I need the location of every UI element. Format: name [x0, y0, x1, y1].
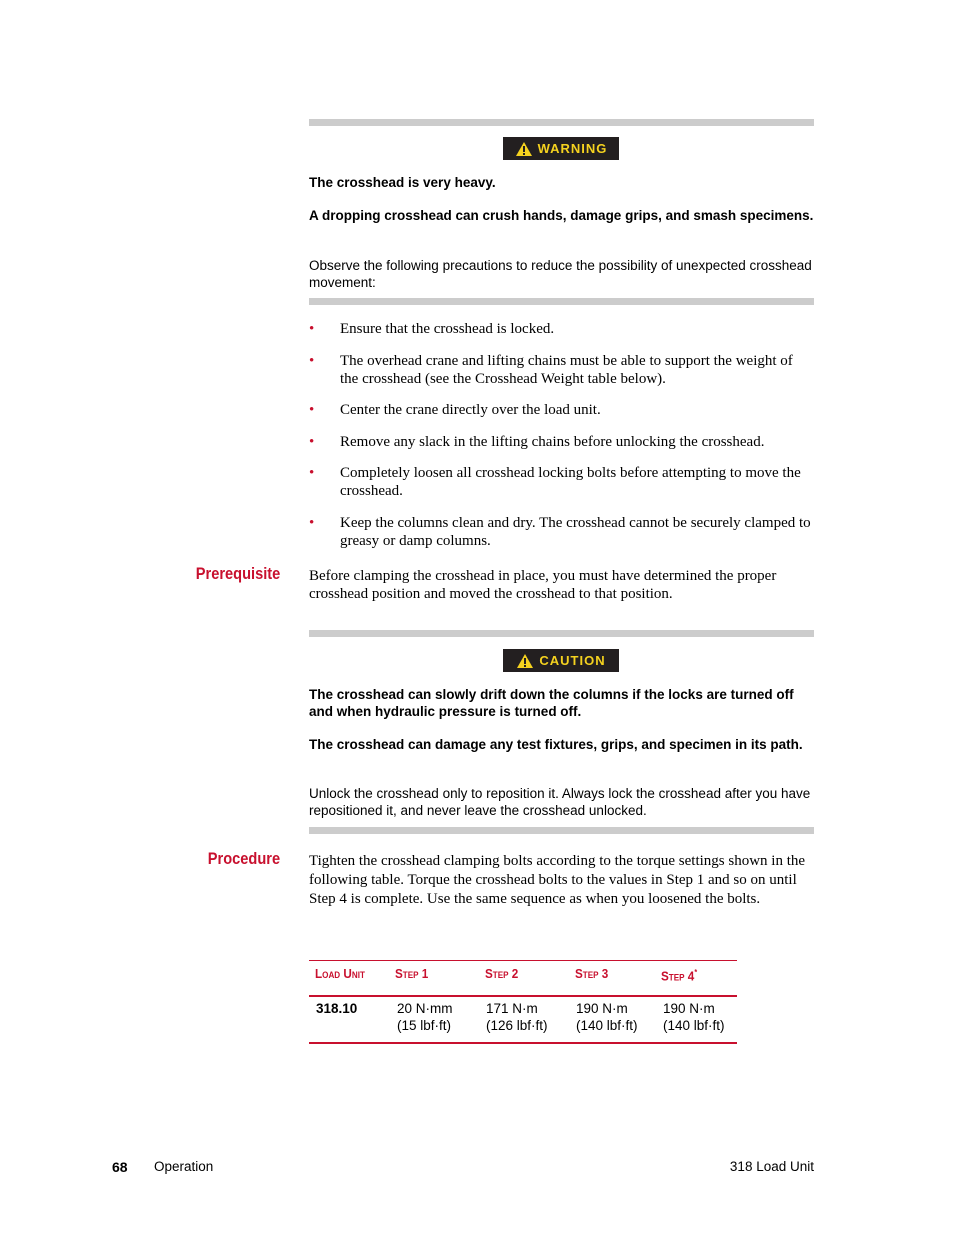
warning-triangle-icon — [515, 141, 533, 157]
list-item: • Keep the columns clean and dry. The crosshead cannot be securely clamped to greasy or damp columns. — [309, 515, 811, 549]
bullet-icon: • — [309, 321, 315, 337]
table-cell-load-unit: 318.10 — [316, 1001, 358, 1016]
list-item: • Remove any slack in the lifting chains before unlocking the crosshead. — [309, 434, 765, 450]
list-item: • The overhead crane and lifting chains must be able to support the weight of the crosshead (see the Crosshead Weight table below). — [309, 353, 793, 387]
caution-line-3: Unlock the crosshead only to reposition it. Always lock the crosshead after you have repositioned it, and never leave the crosshead unlocked. — [309, 786, 811, 818]
warning-line-1: The crosshead is very heavy. — [309, 175, 496, 190]
table-header-load-unit: Load Unit — [315, 966, 365, 981]
prerequisite-heading: Prerequisite — [195, 564, 280, 583]
list-item: • Ensure that the crosshead is locked. — [309, 321, 555, 337]
table-header-rule — [309, 995, 737, 997]
table-cell-step-1: 20 N·mm (15 lbf·ft) — [397, 1001, 453, 1033]
table-bottom-rule — [309, 1042, 737, 1044]
page-number: 68 — [112, 1159, 128, 1175]
table-cell-step-4: 190 N·m (140 lbf·ft) — [663, 1001, 725, 1033]
warning-label: WARNING — [537, 141, 608, 156]
footer-section: Operation — [154, 1159, 214, 1174]
caution-line-2: The crosshead can damage any test fixtures, grips, and specimen in its path. — [309, 737, 803, 752]
table-header-step-3: Step 3 — [575, 966, 609, 981]
list-item: • Completely loosen all crosshead locking bolts before attempting to move the crosshead. — [309, 465, 801, 499]
bullet-icon: • — [309, 402, 315, 418]
caution-top-rule — [309, 630, 814, 637]
prerequisite-text: Before clamping the crosshead in place, you must have determined the proper crosshead position and moved the crosshead to that position. — [309, 568, 777, 602]
table-top-rule — [309, 960, 737, 961]
bullet-icon: • — [309, 434, 315, 450]
procedure-heading: Procedure — [207, 849, 280, 868]
procedure-text: Tighten the crosshead clamping bolts according to the torque settings shown in the following table. Torque the crosshead bolts to the values in Step 1 and so on until Step 4 is complete. Use the same sequence as when you loosened the bolts. — [309, 853, 806, 907]
warning-top-rule — [309, 119, 814, 126]
table-header-step-4: Step 4* — [661, 968, 698, 984]
footnote-mark: * — [694, 968, 698, 977]
table-header-step-2: Step 2 — [485, 966, 519, 981]
warning-line-3: Observe the following precautions to reduce the possibility of unexpected crosshead movement: — [309, 258, 812, 290]
bullet-icon: • — [309, 465, 315, 481]
bullet-icon: • — [309, 353, 315, 369]
warning-line-2: A dropping crosshead can crush hands, damage grips, and smash specimens. — [309, 208, 814, 223]
precaution-list — [309, 320, 814, 550]
caution-badge — [503, 649, 619, 672]
warning-badge — [503, 137, 619, 160]
table-cell-step-2: 171 N·m (126 lbf·ft) — [486, 1001, 548, 1033]
caution-label: CAUTION — [539, 653, 606, 668]
bullet-icon: • — [309, 515, 315, 531]
list-item: • Center the crane directly over the load unit. — [309, 402, 601, 418]
table-cell-step-3: 190 N·m (140 lbf·ft) — [576, 1001, 638, 1033]
warning-bottom-rule — [309, 298, 814, 305]
table-header-step-1: Step 1 — [395, 966, 429, 981]
caution-bottom-rule — [309, 827, 814, 834]
caution-line-1: The crosshead can slowly drift down the columns if the locks are turned off and when hydraulic pressure is turned off. — [309, 687, 794, 719]
footer-product: 318 Load Unit — [729, 1159, 814, 1174]
warning-triangle-icon — [516, 653, 534, 669]
